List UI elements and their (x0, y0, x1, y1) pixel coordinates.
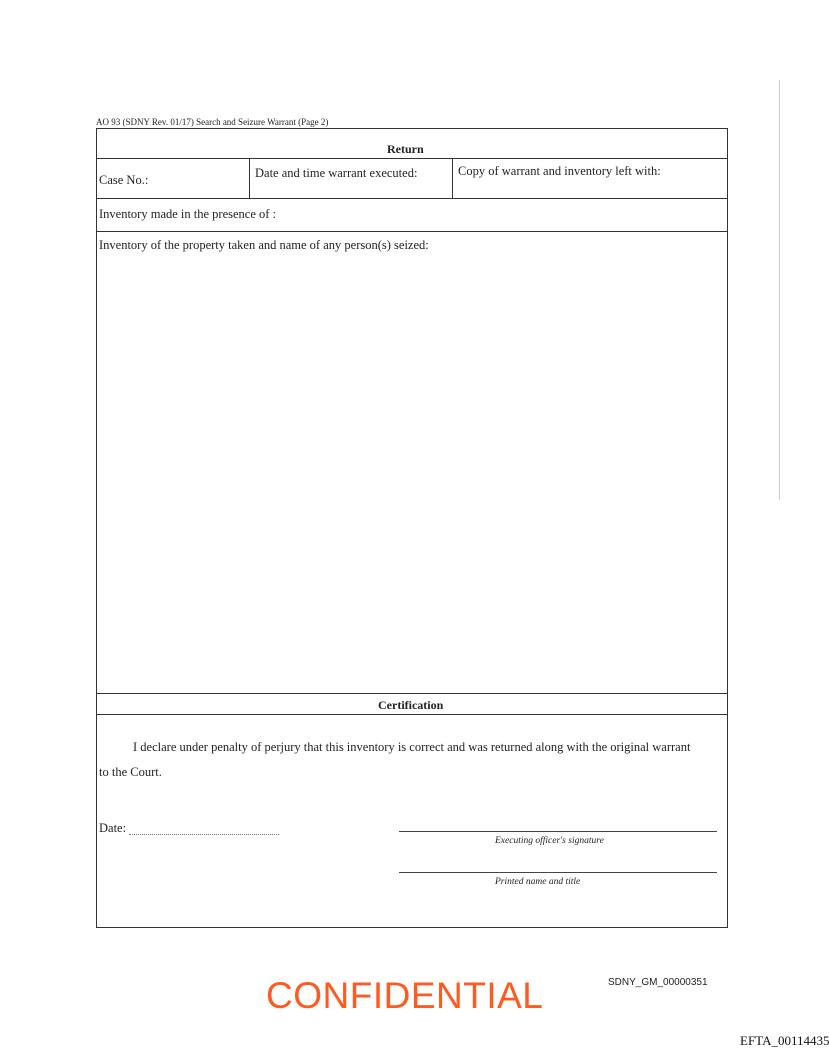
certification-title: Certification (378, 698, 444, 712)
presence-label: Inventory made in the presence of : (99, 207, 277, 221)
confidential-stamp: CONFIDENTIAL (266, 975, 544, 1016)
divider (249, 158, 250, 198)
inventory-label: Inventory of the property taken and name of any person(s) seized: (99, 238, 429, 252)
scan-edge (779, 80, 780, 500)
printed-name-line[interactable] (399, 872, 717, 873)
bates-number: SDNY_GM_00000351 (608, 977, 708, 988)
divider (97, 714, 727, 715)
copy-left-with-label: Copy of warrant and inventory left with: (458, 164, 661, 178)
divider (452, 158, 453, 198)
date-line[interactable] (129, 834, 279, 835)
form-id: AO 93 (SDNY Rev. 01/17) Search and Seizure Warrant (Page 2) (96, 117, 329, 127)
certification-statement: I declare under penalty of perjury that this inventory is correct and was returned along with the original warrant (133, 740, 691, 754)
divider (97, 693, 727, 694)
efta-number: EFTA_00114435 (740, 1033, 829, 1048)
signature-line[interactable] (399, 831, 717, 832)
signature-label: Executing officer's signature (495, 836, 604, 846)
certification-statement-end: to the Court. (99, 765, 162, 779)
date-time-executed-label: Date and time warrant executed: (255, 166, 418, 180)
divider (97, 198, 727, 199)
printed-name-label: Printed name and title (495, 877, 581, 887)
return-title: Return (387, 142, 424, 156)
case-no-label: Case No.: (99, 173, 149, 187)
divider (97, 158, 727, 159)
date-label: Date: (99, 821, 127, 835)
warrant-return-form (96, 128, 728, 928)
divider (97, 231, 727, 232)
